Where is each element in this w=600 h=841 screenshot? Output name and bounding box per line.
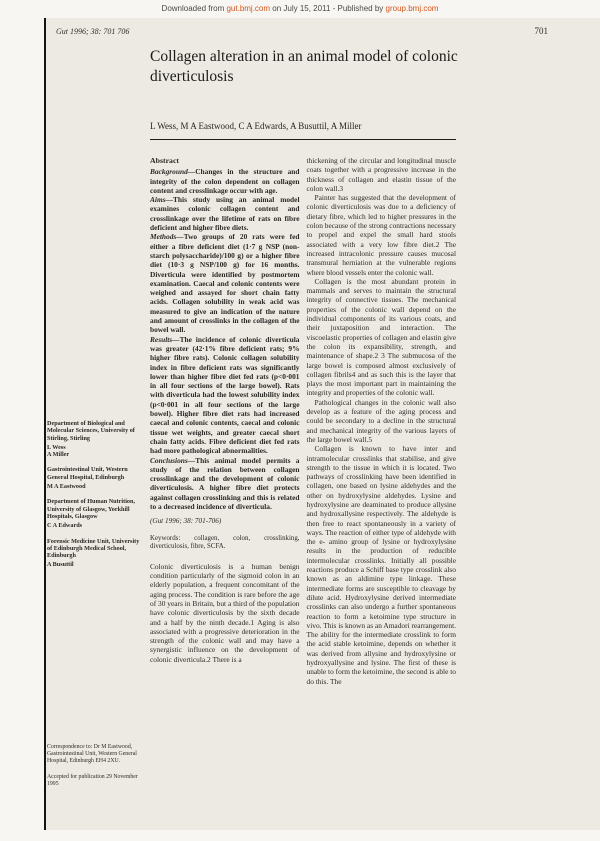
article-title: Collagen alteration in an animal model of colonic diverticulosis bbox=[150, 48, 458, 85]
body-paragraph: Collagen is known to have inter and intramolecular crosslinks that stabilise, and give strength to the tissue in which it is located. Two pathways of crosslinking have been identified in collagen, one based on lysine aldehydes and the other on hydroxylysine aldehydes. Lysine and hydroxylysine are deaminated to produce allysine and hydroxallysine respectively. The aldehyde is then free to react spontaneously in a variety of ways. The reaction of either type of aldehyde with the e- amino group of lysine or hydroxylysine results in the production of reducible intermolecular crosslinks. Initially all possible reactions produce a Schiff base type crosslink also known as an aldimine type linkage. These intermediate forms are susceptible to cleavage by dilute acid. Hydroxylysine derived intermediate crosslinks can also undergo a further spontaneous reaction to form a ketoimine type structure in vivo. This is known as an Amadori rearrangement. The ability for the intermediate crosslink to form the acid stable ketoimine, depends on whether it was derived from allysine and hydroxylysine or hydroxyallysine and lysine. The first of these is unable to form the ketoimine, the second is able to do this. The bbox=[306, 444, 456, 686]
keywords-line: Keywords: collagen, colon, crosslinking, diverticulosis, fibre, SCFA. bbox=[150, 534, 300, 551]
download-banner bbox=[0, 4, 600, 13]
affiliation-dept: Department of Biological and Molecular Sciences, University of Stirling, Stirling bbox=[47, 420, 135, 442]
affiliation-author: A Miller bbox=[47, 451, 70, 459]
banner-middle: on July 15, 2011 - Published by bbox=[270, 4, 386, 13]
affiliations-sidebar bbox=[47, 420, 143, 577]
author-list: L Wess, M A Eastwood, C A Edwards, A Busuttil, A Miller bbox=[150, 121, 362, 131]
affiliation-dept: Gastrointestinal Unit, Western General Hospital, Edinburgh bbox=[47, 466, 128, 481]
article-body bbox=[150, 156, 456, 828]
banner-link-gut-bmj[interactable]: gut.bmj.com bbox=[226, 4, 271, 13]
left-column bbox=[150, 156, 300, 828]
correspondence-note: Correspondence to: Dr M Eastwood, Gastrointestinal Unit, Western General Hospital, Edinburgh EH4 2XU. bbox=[47, 744, 137, 764]
affiliation-author: A Busuttil bbox=[47, 561, 74, 569]
abstract-results: Results—The incidence of colonic diverticula was greater (42·1% fibre deficient rats; 9% higher fibre rats). Colonic collagen solubility index in fibre deficient rats was significantly lower than higher fibre diet fed rats (p<0·001 in all four sections of the large bowel). Rats with diverticula had the lowest solubility index (p<0·001 in all four sections of the large bowel). Higher fibre diet rats had increased caecal and colonic contents, caecal and colonic tissue wet weights, and greater caecal short chain fatty acids. Fibre deficient diet fed rats had more pathological abnormalities. bbox=[150, 334, 300, 456]
affiliation-author: C A Edwards bbox=[47, 522, 83, 530]
journal-citation: Gut 1996; 38: 701 706 bbox=[56, 27, 130, 36]
right-column bbox=[307, 156, 457, 828]
abstract-heading: Abstract bbox=[150, 156, 180, 165]
scan-edge-line bbox=[44, 18, 46, 830]
abstract-background: Background—Changes in the structure and integrity of the colon dependent on collagen content and crosslinkage occur with age. bbox=[150, 167, 300, 195]
affiliation-dept: Forensic Medicine Unit, University of Edinburgh Medical School, Edinburgh bbox=[47, 537, 140, 560]
affiliation-block bbox=[47, 538, 143, 569]
banner-link-group-bmj[interactable]: group.bmj.com bbox=[385, 4, 439, 13]
affiliation-block bbox=[47, 420, 143, 458]
body-paragraph: Collagen is the most abundant protein in mammals and serves to maintain the structural integrity of connective tissues. The mechanical properties of the colonic wall depend on the individual components of its various coats, and their juxtaposition and interaction. The viscoelastic properties of collagen and elastin give the colon its expansibility, strength, and maintenance of shape.2 3 The submucosa of the large bowel is composed almost exclusively of collagen fibrils4 and as such this is the layer that plays the most important part in maintaining the integrity and properties of the colonic wall. bbox=[306, 276, 456, 398]
page-header bbox=[56, 26, 548, 36]
abstract-citation: (Gut 1996; 38: 701-706) bbox=[150, 517, 222, 526]
intro-paragraph: Colonic diverticulosis is a human benign condition particularly of the sigmoid colon in an elderly population, a frequent concomitant of the aging process. The condition is rare before the age of 30 years in Britain, but a third of the population have colonic diverticulosis by the sixth decade and a half by the ninth decade.1 Aging is also associated with a progressive deterioration in the strength of the colonic wall and may have a synergistic influence on the development of colonic diverticula.2 There is a bbox=[150, 561, 300, 664]
affiliation-author: L Wess bbox=[47, 443, 66, 451]
affiliation-author: M A Eastwood bbox=[47, 483, 86, 491]
title-rule bbox=[150, 139, 456, 140]
affiliation-dept: Department of Human Nutrition, University of Glasgow, Yorkhill Hospitals, Glasgow bbox=[47, 498, 135, 520]
banner-prefix: Downloaded from bbox=[161, 4, 227, 13]
affiliation-block bbox=[47, 466, 143, 490]
correspondence-sidebar bbox=[47, 744, 143, 797]
page-number: 701 bbox=[534, 26, 548, 36]
body-paragraph: Painter has suggested that the development of colonic diverticulosis was due to a deficiency of dietary fibre, which led to higher pressures in the colon because of the strong contractions necessary to propel and expel the small hard stools associated with a very low fibre diet.2 The increased intracolonic pressure causes mucosal transmural herniation at the vulnerable regions where blood vessels enter the colonic wall. bbox=[306, 193, 456, 277]
accepted-note: Accepted for publication 29 November 1995 bbox=[47, 773, 138, 787]
affiliation-block bbox=[47, 498, 143, 529]
abstract-methods: Methods—Two groups of 20 rats were fed either a fibre deficient diet (1·7 g NSP (non-starch polysaccharide)/100 g) or a higher fibre diet (10·3 g NSP/100 g) for 16 months. Diverticula were identified by postmortem examination. Caecal and colonic contents were weighed and assayed for short chain fatty acids. Collagen solubility in weak acid was measured to give an indication of the nature and amount of crosslinks in the collagen of the bowel wall. bbox=[150, 232, 300, 335]
body-paragraph: Pathological changes in the colonic wall also develop as a feature of the aging process and could be secondary to a decline in the structural and mechanical integrity of the various layers of the large bowel wall.5 bbox=[306, 397, 456, 444]
abstract-conclusions: Conclusions—This animal model permits a study of the relation between collagen crosslinkage and the development of colonic diverticulosis. A higher fibre diet protects against collagen crosslinking and this is related to a decreased incidence of diverticula. bbox=[150, 455, 300, 511]
abstract-aims: Aims—This study using an animal model examines colonic collagen content and crosslinkage over the lifetime of rats on fibre deficient and higher fibre diets. bbox=[150, 195, 300, 233]
body-paragraph: thickening of the circular and longitudinal muscle coats together with a progressive increase in the thickness of collagen and elastin tissue of the colon wall.3 bbox=[306, 156, 456, 193]
